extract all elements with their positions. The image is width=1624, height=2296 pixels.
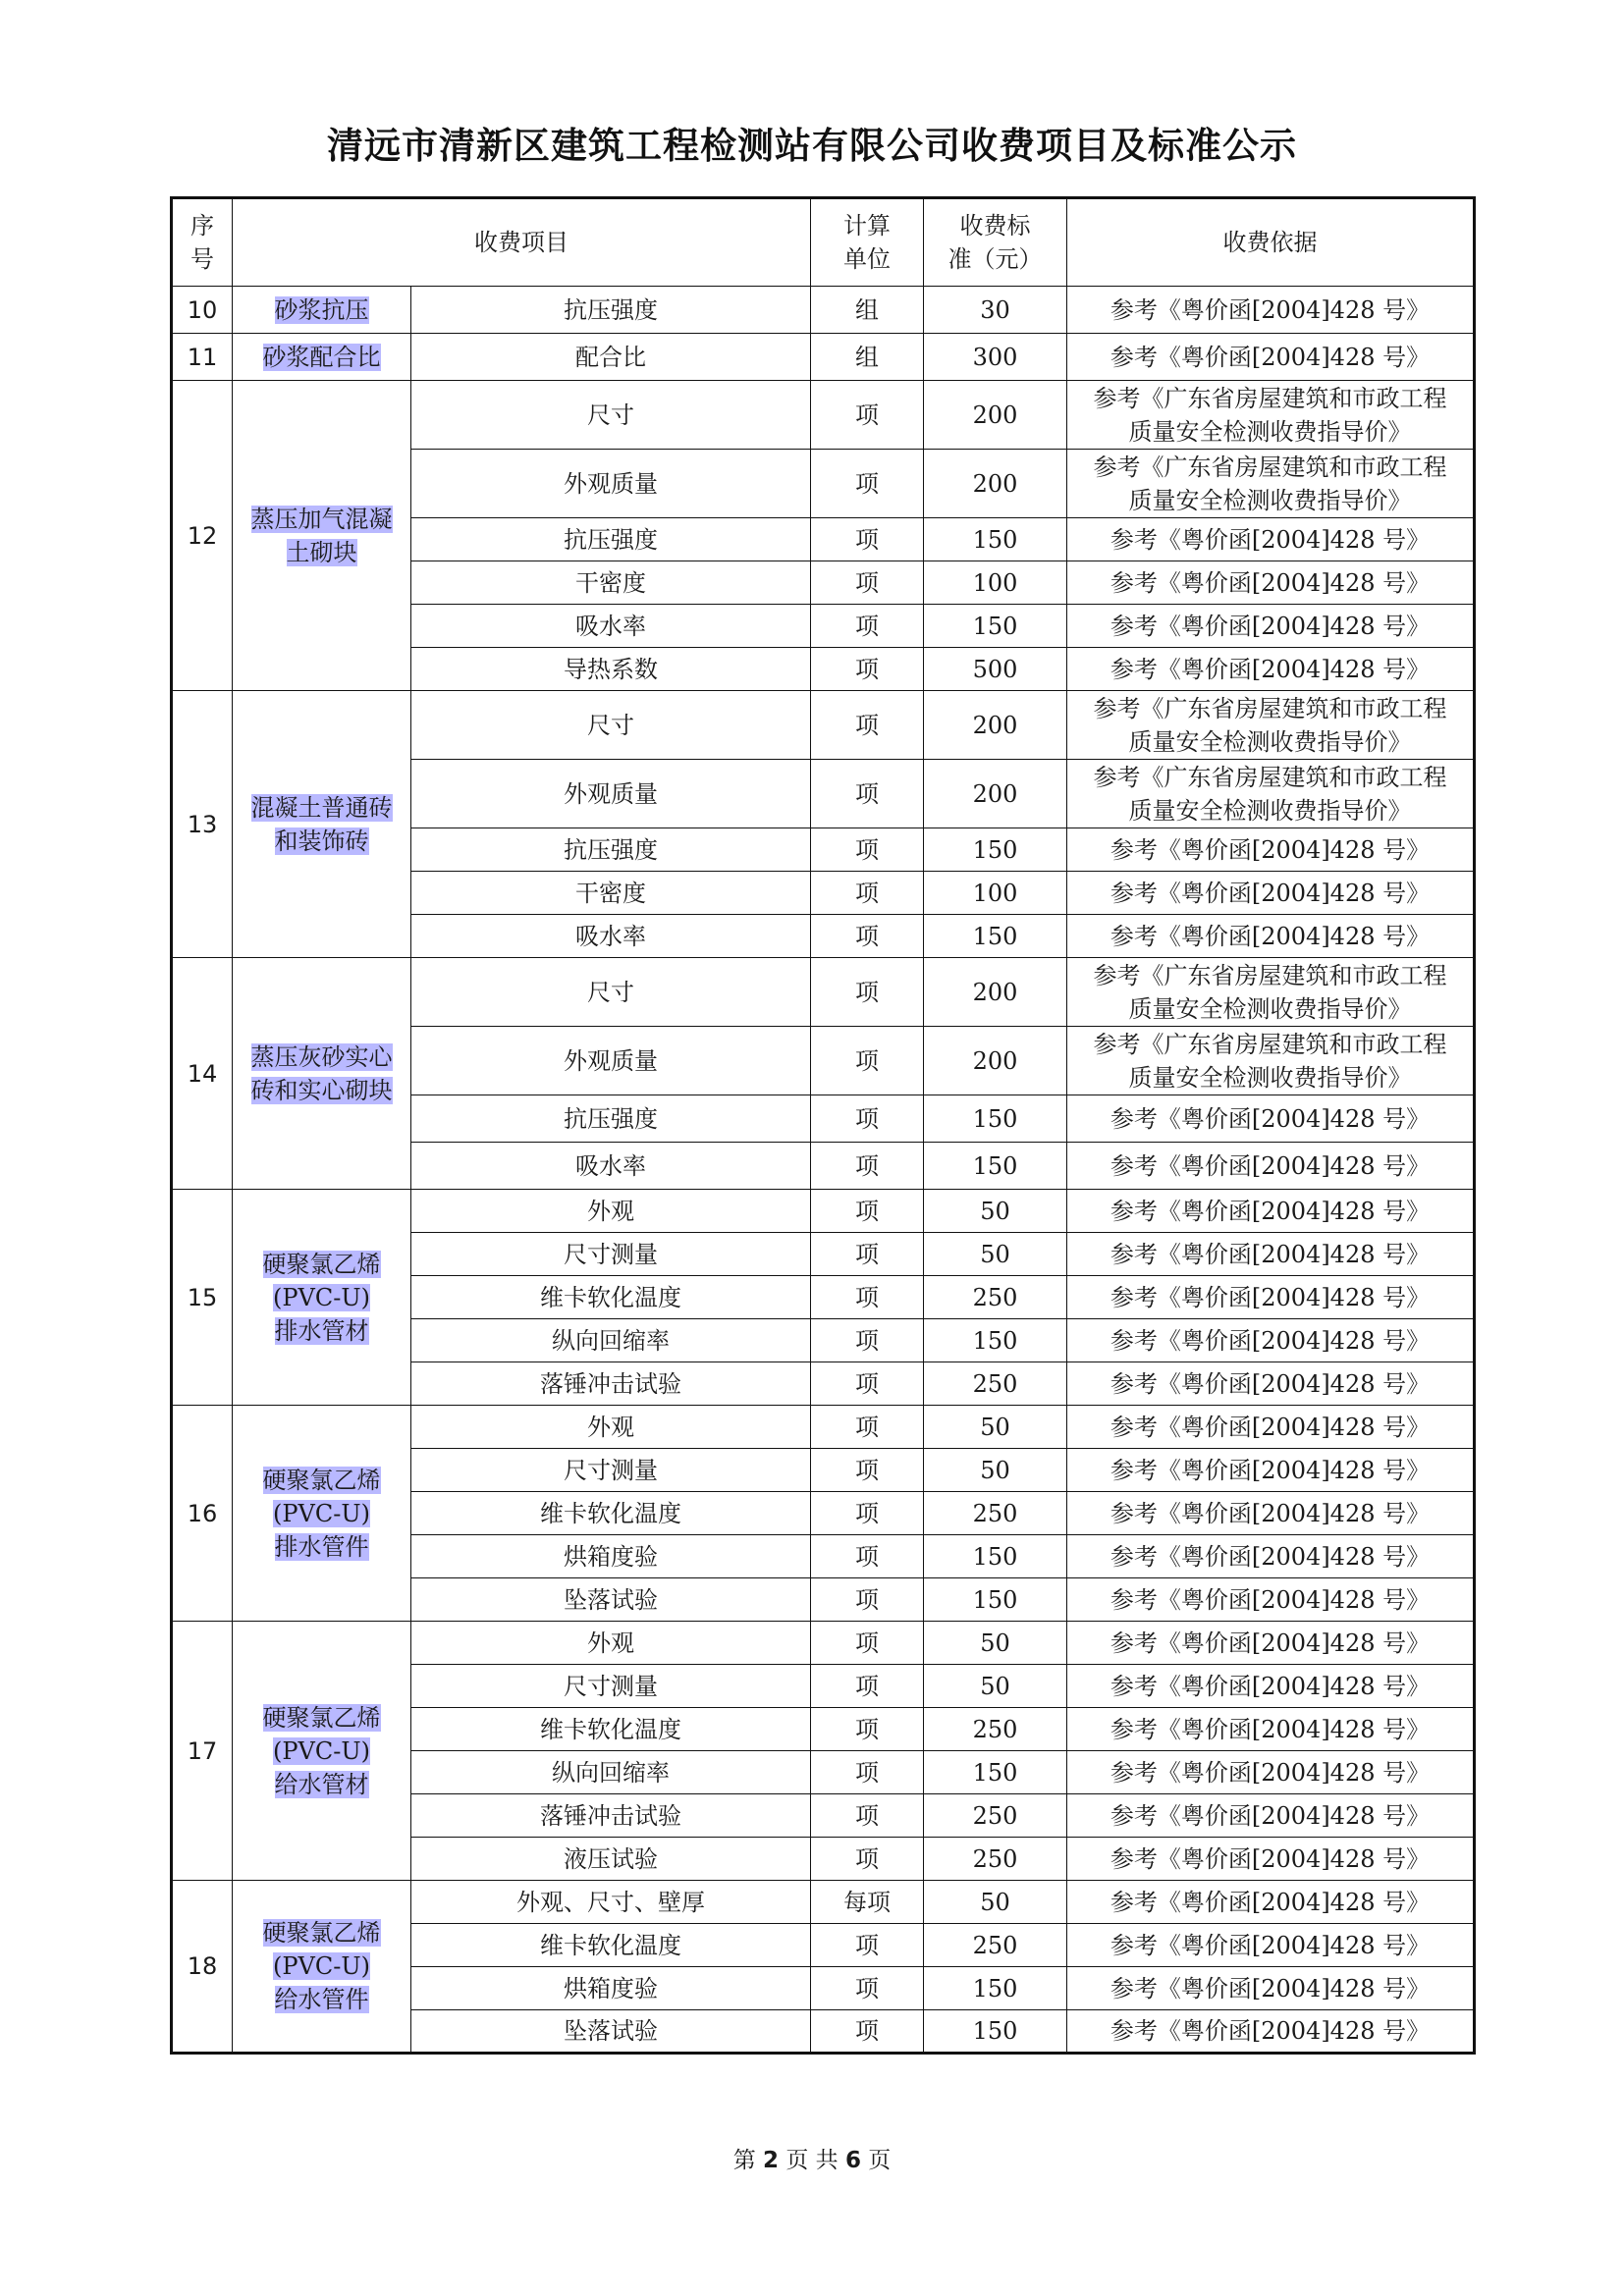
seq-number: 15 bbox=[172, 1190, 233, 1406]
category-name-line: 土砌块 bbox=[286, 538, 357, 566]
seq-number: 16 bbox=[172, 1406, 233, 1622]
basis-line: 参考《粤价函[2004]428 号》 bbox=[1110, 1197, 1431, 1225]
page-footer: 第 2 页 共 6 页 bbox=[732, 2148, 892, 2173]
header-fee: 收费标 准（元） bbox=[924, 198, 1067, 287]
category-name-line: 蒸压灰砂实心 bbox=[250, 1042, 393, 1071]
fee-cell: 50 bbox=[924, 1190, 1067, 1233]
fee-cell: 250 bbox=[924, 1838, 1067, 1881]
page-title: 清远市清新区建筑工程检测站有限公司收费项目及标准公示 bbox=[327, 125, 1297, 167]
basis-line: 参考《粤价函[2004]428 号》 bbox=[1110, 1931, 1431, 1959]
unit-cell: 项 bbox=[811, 1095, 924, 1143]
category-name-line: (PVC-U) bbox=[273, 1736, 370, 1765]
basis-line: 参考《粤价函[2004]428 号》 bbox=[1110, 922, 1431, 950]
unit-cell: 项 bbox=[811, 760, 924, 828]
test-item: 尺寸测量 bbox=[411, 1665, 811, 1708]
fee-cell: 300 bbox=[924, 334, 1067, 381]
fee-cell: 50 bbox=[924, 1449, 1067, 1492]
basis-line: 参考《粤价函[2004]428 号》 bbox=[1110, 1104, 1431, 1133]
basis-line: 参考《粤价函[2004]428 号》 bbox=[1110, 1413, 1431, 1441]
basis-line: 参考《粤价函[2004]428 号》 bbox=[1110, 1585, 1431, 1614]
test-item: 尺寸 bbox=[411, 691, 811, 760]
fee-cell: 50 bbox=[924, 1233, 1067, 1276]
category-name-line: 硬聚氯乙烯 bbox=[262, 1919, 381, 1947]
basis-cell bbox=[1067, 1276, 1475, 1319]
unit-cell: 项 bbox=[811, 605, 924, 648]
basis-line: 质量安全检测收费指导价》 bbox=[1128, 994, 1412, 1023]
basis-cell bbox=[1067, 872, 1475, 915]
test-item: 抗压强度 bbox=[411, 518, 811, 561]
fee-cell: 100 bbox=[924, 561, 1067, 605]
basis-line: 参考《广东省房屋建筑和市政工程 bbox=[1093, 384, 1447, 412]
table-row bbox=[172, 334, 1475, 381]
test-item: 外观 bbox=[411, 1190, 811, 1233]
basis-cell bbox=[1067, 958, 1475, 1027]
category-name-line: 给水管材 bbox=[274, 1770, 369, 1798]
test-item: 烘箱度验 bbox=[411, 1967, 811, 2010]
test-item: 干密度 bbox=[411, 561, 811, 605]
test-item: 坠落试验 bbox=[411, 2010, 811, 2054]
basis-line: 参考《粤价函[2004]428 号》 bbox=[1110, 525, 1431, 554]
test-item: 落锤冲击试验 bbox=[411, 1362, 811, 1406]
category-name-line: 硬聚氯乙烯 bbox=[262, 1250, 381, 1278]
fee-cell: 250 bbox=[924, 1492, 1067, 1535]
unit-cell: 组 bbox=[811, 334, 924, 381]
category-name-line: 混凝土普通砖 bbox=[250, 793, 393, 822]
basis-line: 质量安全检测收费指导价》 bbox=[1128, 727, 1412, 756]
basis-cell bbox=[1067, 1319, 1475, 1362]
basis-line: 参考《粤价函[2004]428 号》 bbox=[1110, 2017, 1431, 2045]
unit-cell: 项 bbox=[811, 1751, 924, 1794]
unit-cell: 项 bbox=[811, 1665, 924, 1708]
unit-cell: 项 bbox=[811, 1924, 924, 1967]
basis-cell bbox=[1067, 1362, 1475, 1406]
fee-cell: 200 bbox=[924, 1027, 1067, 1095]
fee-cell: 50 bbox=[924, 1622, 1067, 1665]
fee-cell: 250 bbox=[924, 1708, 1067, 1751]
table-row bbox=[172, 1406, 1475, 1449]
test-item: 纵向回缩率 bbox=[411, 1319, 811, 1362]
fee-cell: 100 bbox=[924, 872, 1067, 915]
fee-cell: 150 bbox=[924, 1319, 1067, 1362]
fee-cell: 150 bbox=[924, 518, 1067, 561]
test-item: 外观 bbox=[411, 1622, 811, 1665]
basis-cell bbox=[1067, 287, 1475, 334]
basis-line: 参考《粤价函[2004]428 号》 bbox=[1110, 1672, 1431, 1700]
basis-cell bbox=[1067, 1578, 1475, 1622]
fee-cell: 50 bbox=[924, 1665, 1067, 1708]
unit-cell: 项 bbox=[811, 1967, 924, 2010]
basis-cell bbox=[1067, 648, 1475, 691]
basis-cell bbox=[1067, 1535, 1475, 1578]
test-item: 烘箱度验 bbox=[411, 1535, 811, 1578]
header-basis: 收费依据 bbox=[1067, 198, 1475, 287]
test-item: 外观质量 bbox=[411, 1027, 811, 1095]
category-name-line: 硬聚氯乙烯 bbox=[262, 1466, 381, 1494]
test-item: 尺寸 bbox=[411, 958, 811, 1027]
basis-cell bbox=[1067, 691, 1475, 760]
test-item: 维卡软化温度 bbox=[411, 1924, 811, 1967]
fee-cell: 150 bbox=[924, 2010, 1067, 2054]
unit-cell: 项 bbox=[811, 1233, 924, 1276]
basis-cell bbox=[1067, 1492, 1475, 1535]
fee-cell: 200 bbox=[924, 381, 1067, 450]
test-item: 纵向回缩率 bbox=[411, 1751, 811, 1794]
basis-line: 参考《粤价函[2004]428 号》 bbox=[1110, 612, 1431, 640]
fee-cell: 250 bbox=[924, 1276, 1067, 1319]
unit-cell: 项 bbox=[811, 1838, 924, 1881]
fee-cell: 50 bbox=[924, 1406, 1067, 1449]
unit-cell: 项 bbox=[811, 1578, 924, 1622]
basis-line: 参考《广东省房屋建筑和市政工程 bbox=[1093, 453, 1447, 481]
basis-cell bbox=[1067, 1406, 1475, 1449]
basis-cell bbox=[1067, 1095, 1475, 1143]
unit-cell: 项 bbox=[811, 2010, 924, 2054]
category-name-line: (PVC-U) bbox=[273, 1283, 370, 1311]
category-name-line: 砂浆抗压 bbox=[274, 295, 369, 324]
header-unit: 计算 单位 bbox=[811, 198, 924, 287]
basis-line: 参考《粤价函[2004]428 号》 bbox=[1110, 295, 1431, 324]
basis-cell bbox=[1067, 1794, 1475, 1838]
fee-cell: 150 bbox=[924, 1751, 1067, 1794]
fee-table bbox=[170, 196, 1476, 2055]
unit-cell: 项 bbox=[811, 1535, 924, 1578]
unit-cell: 项 bbox=[811, 1276, 924, 1319]
current-page: 2 bbox=[763, 2148, 780, 2173]
test-item: 外观 bbox=[411, 1406, 811, 1449]
test-item: 外观、尺寸、壁厚 bbox=[411, 1881, 811, 1924]
test-item: 吸水率 bbox=[411, 1143, 811, 1190]
basis-line: 参考《粤价函[2004]428 号》 bbox=[1110, 1629, 1431, 1657]
basis-cell bbox=[1067, 1449, 1475, 1492]
basis-cell bbox=[1067, 1665, 1475, 1708]
unit-cell: 项 bbox=[811, 872, 924, 915]
unit-cell: 项 bbox=[811, 1143, 924, 1190]
basis-line: 质量安全检测收费指导价》 bbox=[1128, 796, 1412, 825]
basis-line: 质量安全检测收费指导价》 bbox=[1128, 417, 1412, 446]
test-item: 配合比 bbox=[411, 334, 811, 381]
basis-cell bbox=[1067, 1622, 1475, 1665]
fee-cell: 500 bbox=[924, 648, 1067, 691]
basis-cell bbox=[1067, 1233, 1475, 1276]
unit-cell: 项 bbox=[811, 1190, 924, 1233]
test-item: 落锤冲击试验 bbox=[411, 1794, 811, 1838]
basis-line: 参考《粤价函[2004]428 号》 bbox=[1110, 568, 1431, 597]
basis-cell bbox=[1067, 1027, 1475, 1095]
category-name bbox=[233, 1622, 411, 1881]
test-item: 维卡软化温度 bbox=[411, 1492, 811, 1535]
basis-cell bbox=[1067, 1967, 1475, 2010]
unit-cell: 组 bbox=[811, 287, 924, 334]
basis-cell bbox=[1067, 828, 1475, 872]
basis-cell bbox=[1067, 1924, 1475, 1967]
fee-cell: 200 bbox=[924, 760, 1067, 828]
basis-line: 参考《粤价函[2004]428 号》 bbox=[1110, 1844, 1431, 1873]
test-item: 导热系数 bbox=[411, 648, 811, 691]
category-name-line: 蒸压加气混凝 bbox=[250, 505, 393, 533]
basis-cell bbox=[1067, 915, 1475, 958]
basis-cell bbox=[1067, 518, 1475, 561]
fee-cell: 150 bbox=[924, 1535, 1067, 1578]
fee-cell: 200 bbox=[924, 450, 1067, 518]
fee-cell: 50 bbox=[924, 1881, 1067, 1924]
unit-cell: 项 bbox=[811, 1708, 924, 1751]
unit-cell: 项 bbox=[811, 1449, 924, 1492]
test-item: 维卡软化温度 bbox=[411, 1708, 811, 1751]
basis-cell bbox=[1067, 561, 1475, 605]
test-item: 尺寸 bbox=[411, 381, 811, 450]
fee-cell: 150 bbox=[924, 1578, 1067, 1622]
table-row bbox=[172, 1622, 1475, 1665]
category-name bbox=[233, 958, 411, 1190]
category-name-line: 硬聚氯乙烯 bbox=[262, 1703, 381, 1732]
basis-cell bbox=[1067, 1881, 1475, 1924]
basis-cell bbox=[1067, 1190, 1475, 1233]
basis-line: 参考《粤价函[2004]428 号》 bbox=[1110, 1283, 1431, 1311]
test-item: 吸水率 bbox=[411, 605, 811, 648]
basis-line: 参考《粤价函[2004]428 号》 bbox=[1110, 879, 1431, 907]
basis-line: 参考《粤价函[2004]428 号》 bbox=[1110, 1758, 1431, 1787]
unit-cell: 项 bbox=[811, 1406, 924, 1449]
header-item: 收费项目 bbox=[233, 198, 811, 287]
test-item: 尺寸测量 bbox=[411, 1233, 811, 1276]
unit-cell: 项 bbox=[811, 691, 924, 760]
test-item: 外观质量 bbox=[411, 760, 811, 828]
basis-line: 参考《广东省房屋建筑和市政工程 bbox=[1093, 694, 1447, 722]
basis-line: 参考《粤价函[2004]428 号》 bbox=[1110, 1499, 1431, 1527]
unit-cell: 每项 bbox=[811, 1881, 924, 1924]
basis-line: 参考《粤价函[2004]428 号》 bbox=[1110, 1151, 1431, 1180]
seq-number: 14 bbox=[172, 958, 233, 1190]
basis-line: 参考《广东省房屋建筑和市政工程 bbox=[1093, 1030, 1447, 1058]
basis-line: 参考《粤价函[2004]428 号》 bbox=[1110, 1326, 1431, 1355]
test-item: 液压试验 bbox=[411, 1838, 811, 1881]
table-row bbox=[172, 958, 1475, 1027]
table-row bbox=[172, 287, 1475, 334]
seq-number: 12 bbox=[172, 381, 233, 691]
fee-cell: 150 bbox=[924, 1143, 1067, 1190]
category-name bbox=[233, 1190, 411, 1406]
basis-cell bbox=[1067, 1838, 1475, 1881]
unit-cell: 项 bbox=[811, 1794, 924, 1838]
seq-number: 17 bbox=[172, 1622, 233, 1881]
unit-cell: 项 bbox=[811, 1492, 924, 1535]
basis-line: 参考《粤价函[2004]428 号》 bbox=[1110, 835, 1431, 864]
test-item: 坠落试验 bbox=[411, 1578, 811, 1622]
table-row bbox=[172, 1881, 1475, 1924]
category-name bbox=[233, 381, 411, 691]
category-name bbox=[233, 1406, 411, 1622]
fee-cell: 150 bbox=[924, 1095, 1067, 1143]
fee-cell: 30 bbox=[924, 287, 1067, 334]
basis-cell bbox=[1067, 605, 1475, 648]
unit-cell: 项 bbox=[811, 648, 924, 691]
category-name-line: (PVC-U) bbox=[273, 1952, 370, 1980]
table-row bbox=[172, 1190, 1475, 1233]
fee-cell: 250 bbox=[924, 1794, 1067, 1838]
seq-number: 10 bbox=[172, 287, 233, 334]
basis-cell bbox=[1067, 1143, 1475, 1190]
basis-line: 参考《粤价函[2004]428 号》 bbox=[1110, 1369, 1431, 1398]
test-item: 抗压强度 bbox=[411, 1095, 811, 1143]
seq-number: 11 bbox=[172, 334, 233, 381]
unit-cell: 项 bbox=[811, 450, 924, 518]
header-row bbox=[172, 198, 1475, 287]
test-item: 吸水率 bbox=[411, 915, 811, 958]
basis-line: 质量安全检测收费指导价》 bbox=[1128, 486, 1412, 514]
basis-line: 参考《粤价函[2004]428 号》 bbox=[1110, 1240, 1431, 1268]
basis-line: 参考《粤价函[2004]428 号》 bbox=[1110, 1542, 1431, 1571]
basis-line: 参考《粤价函[2004]428 号》 bbox=[1110, 1456, 1431, 1484]
unit-cell: 项 bbox=[811, 1027, 924, 1095]
table-row bbox=[172, 381, 1475, 450]
category-name-line: (PVC-U) bbox=[273, 1499, 370, 1527]
basis-cell bbox=[1067, 760, 1475, 828]
fee-cell: 150 bbox=[924, 605, 1067, 648]
basis-line: 参考《粤价函[2004]428 号》 bbox=[1110, 343, 1431, 371]
test-item: 抗压强度 bbox=[411, 828, 811, 872]
category-name bbox=[233, 1881, 411, 2054]
unit-cell: 项 bbox=[811, 958, 924, 1027]
test-item: 干密度 bbox=[411, 872, 811, 915]
category-name-line: 砂浆配合比 bbox=[262, 343, 381, 371]
seq-number: 18 bbox=[172, 1881, 233, 2054]
fee-table-body bbox=[172, 287, 1475, 2054]
unit-cell: 项 bbox=[811, 381, 924, 450]
test-item: 尺寸测量 bbox=[411, 1449, 811, 1492]
basis-line: 质量安全检测收费指导价》 bbox=[1128, 1063, 1412, 1092]
category-name-line: 砖和实心砌块 bbox=[250, 1076, 393, 1104]
basis-cell bbox=[1067, 1751, 1475, 1794]
basis-cell bbox=[1067, 381, 1475, 450]
category-name-line: 排水管材 bbox=[274, 1316, 369, 1345]
category-name bbox=[233, 287, 411, 334]
basis-line: 参考《广东省房屋建筑和市政工程 bbox=[1093, 763, 1447, 791]
unit-cell: 项 bbox=[811, 1622, 924, 1665]
unit-cell: 项 bbox=[811, 1362, 924, 1406]
header-seq: 序 号 bbox=[172, 198, 233, 287]
test-item: 抗压强度 bbox=[411, 287, 811, 334]
basis-line: 参考《粤价函[2004]428 号》 bbox=[1110, 1888, 1431, 1916]
seq-number: 13 bbox=[172, 691, 233, 958]
basis-cell bbox=[1067, 2010, 1475, 2054]
unit-cell: 项 bbox=[811, 518, 924, 561]
fee-cell: 250 bbox=[924, 1924, 1067, 1967]
category-name-line: 排水管件 bbox=[274, 1532, 369, 1561]
total-pages: 6 bbox=[844, 2148, 861, 2173]
category-name-line: 和装饰砖 bbox=[274, 827, 369, 855]
basis-cell bbox=[1067, 450, 1475, 518]
category-name-line: 给水管件 bbox=[274, 1986, 369, 2013]
basis-line: 参考《广东省房屋建筑和市政工程 bbox=[1093, 961, 1447, 989]
test-item: 外观质量 bbox=[411, 450, 811, 518]
category-name bbox=[233, 334, 411, 381]
fee-cell: 150 bbox=[924, 1967, 1067, 2010]
fee-cell: 200 bbox=[924, 691, 1067, 760]
table-row bbox=[172, 691, 1475, 760]
basis-line: 参考《粤价函[2004]428 号》 bbox=[1110, 655, 1431, 683]
test-item: 维卡软化温度 bbox=[411, 1276, 811, 1319]
unit-cell: 项 bbox=[811, 1319, 924, 1362]
basis-line: 参考《粤价函[2004]428 号》 bbox=[1110, 1801, 1431, 1830]
fee-cell: 200 bbox=[924, 958, 1067, 1027]
fee-cell: 150 bbox=[924, 828, 1067, 872]
fee-cell: 250 bbox=[924, 1362, 1067, 1406]
fee-cell: 150 bbox=[924, 915, 1067, 958]
unit-cell: 项 bbox=[811, 828, 924, 872]
basis-line: 参考《粤价函[2004]428 号》 bbox=[1110, 1974, 1431, 2002]
category-name bbox=[233, 691, 411, 958]
basis-cell bbox=[1067, 1708, 1475, 1751]
basis-line: 参考《粤价函[2004]428 号》 bbox=[1110, 1715, 1431, 1743]
basis-cell bbox=[1067, 334, 1475, 381]
unit-cell: 项 bbox=[811, 915, 924, 958]
unit-cell: 项 bbox=[811, 561, 924, 605]
